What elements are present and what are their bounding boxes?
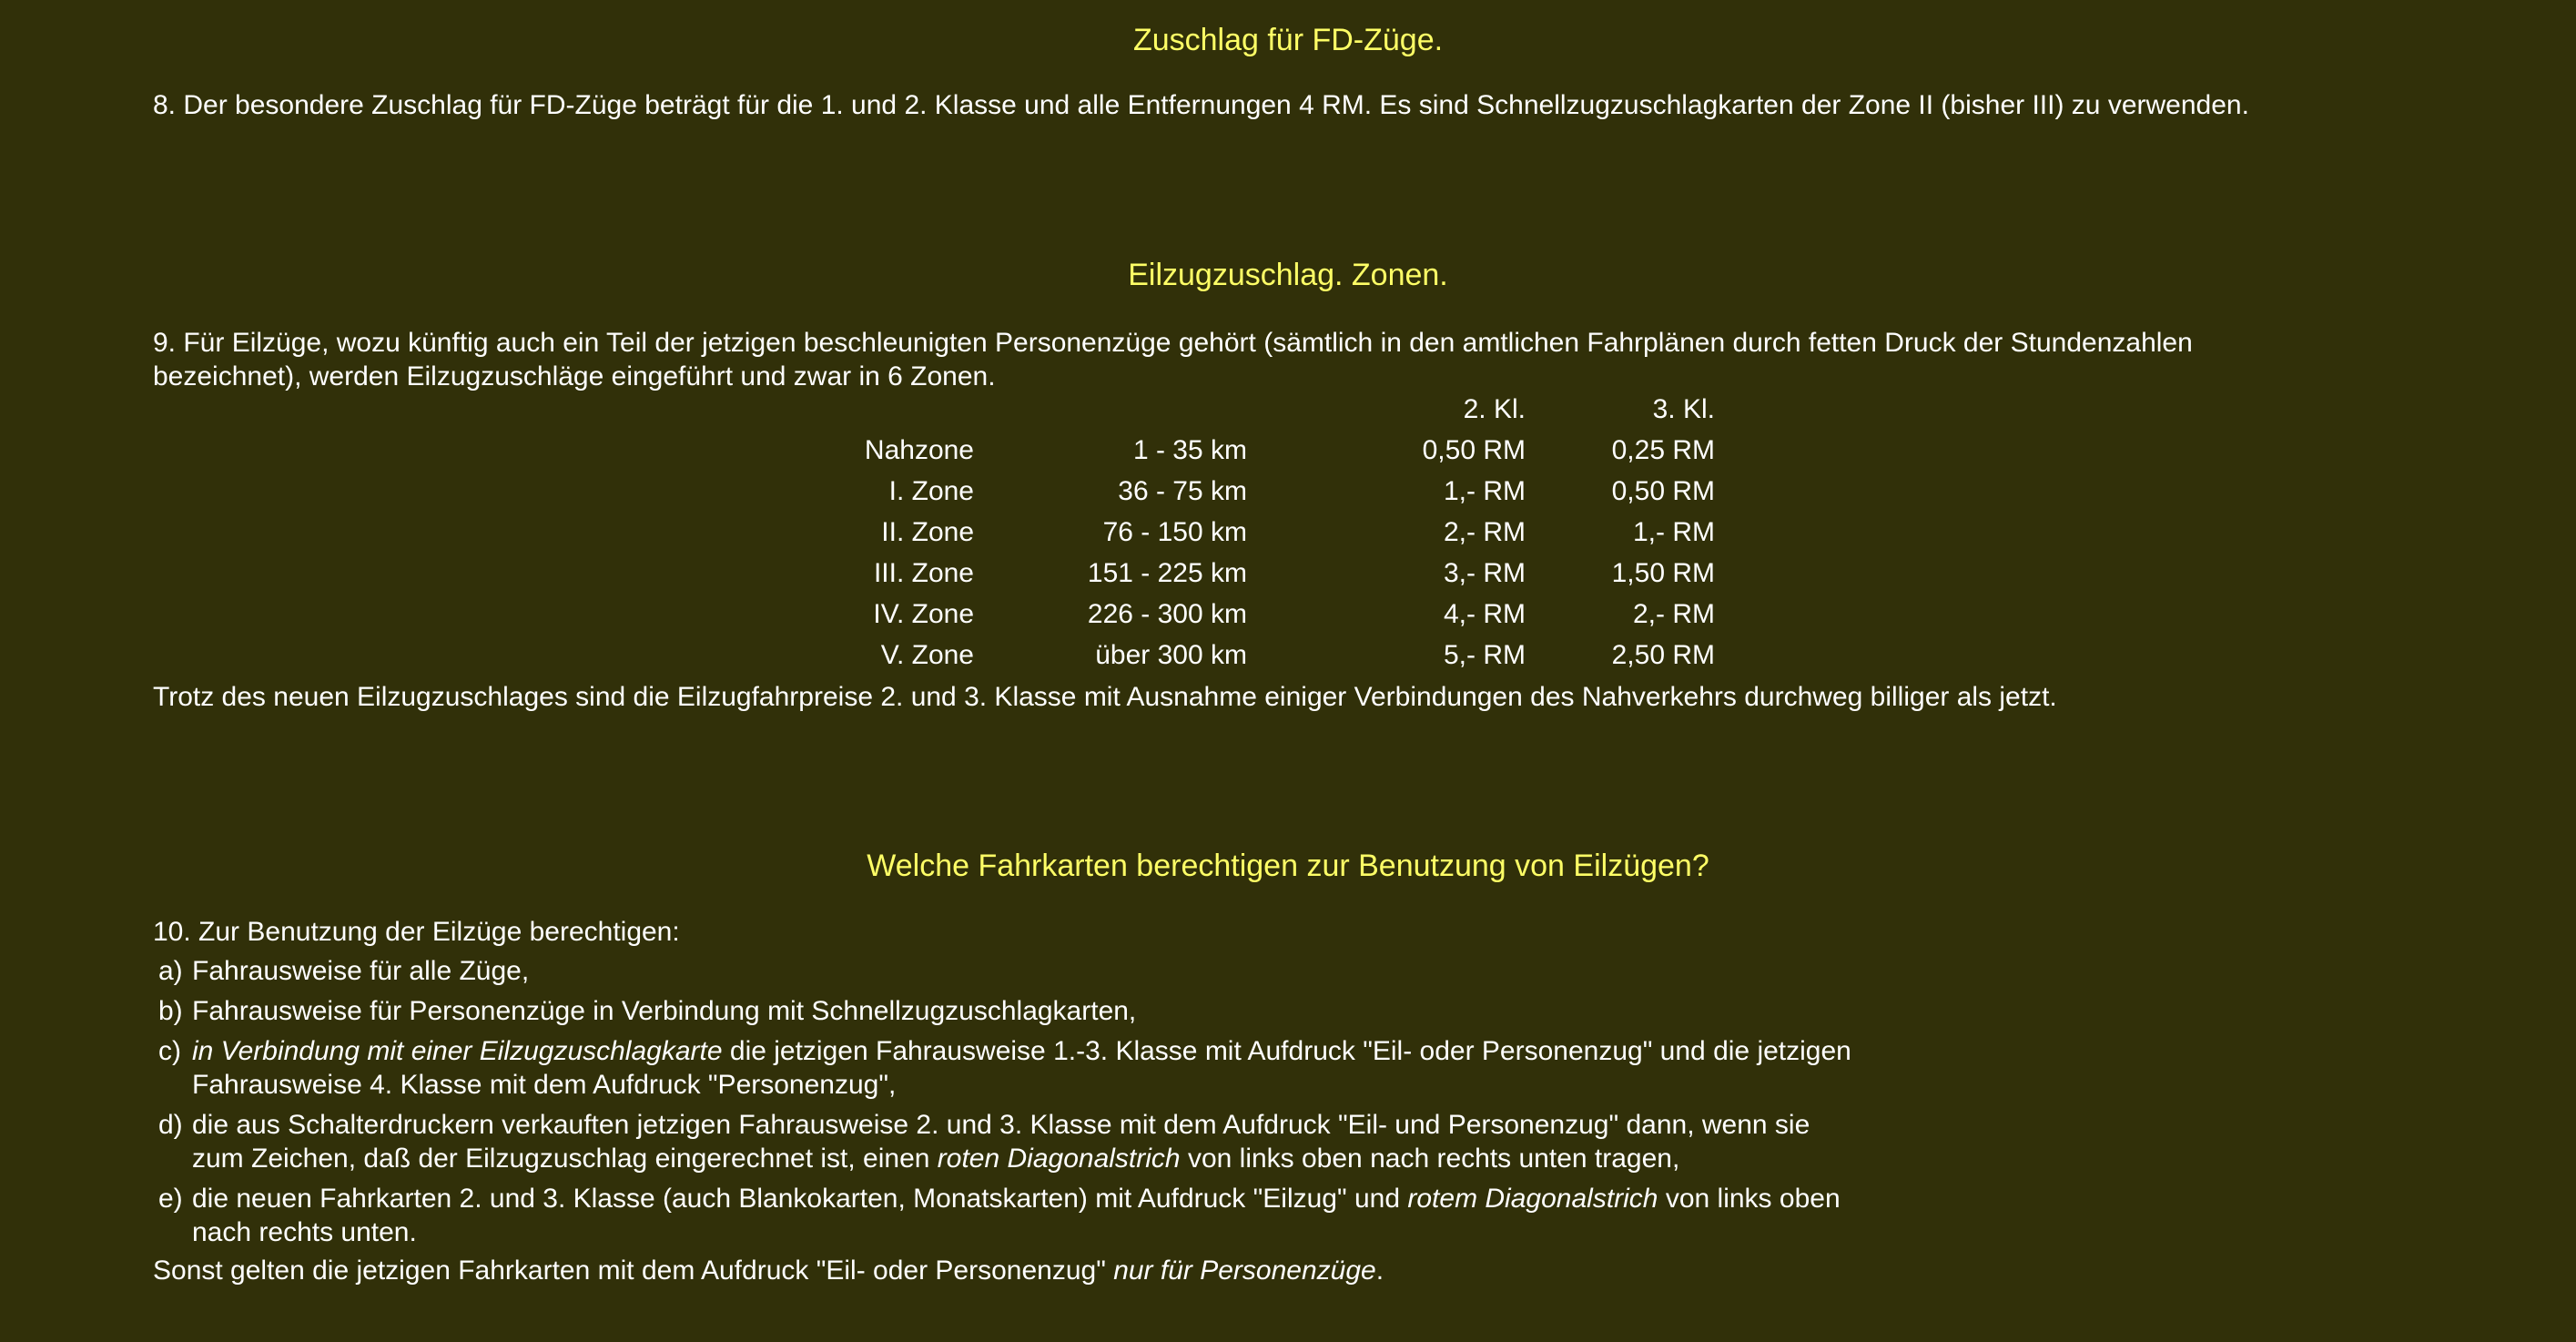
zone-name: Nahzone xyxy=(864,435,974,465)
list-marker: c) xyxy=(158,1036,181,1066)
list-item-italic: roten Diagonalstrich xyxy=(937,1144,1181,1174)
fahrkarten-list xyxy=(153,954,2246,1256)
heading-eilzugzuschlag-zonen: Eilzugzuschlag. Zonen. xyxy=(1128,258,1448,292)
zone-name: II. Zone xyxy=(881,517,974,547)
zone-name: V. Zone xyxy=(880,640,974,670)
list-marker: d) xyxy=(158,1110,183,1140)
table-row xyxy=(837,430,1715,471)
heading-welche-fahrkarten: Welche Fahrkarten berechtigen zur Benutzung von Eilzügen? xyxy=(867,849,1709,883)
list-item-text: die aus Schalterdruckern verkauften jetzigen Fahrausweise 2. und 3. Klasse mit dem Aufdruck "Eil- und Personenzug" dann, wenn sie xyxy=(192,1110,1810,1140)
list-item-text-line-2: zum Zeichen, daß der Eilzugzuschlag eingerechnet ist, einen xyxy=(192,1144,938,1174)
heading-fd-zuschlag: Zuschlag für FD-Züge. xyxy=(1132,23,1444,57)
paragraph-9-line-2: bezeichnet), werden Eilzugzuschläge eingeführt und zwar in 6 Zonen. xyxy=(153,361,996,391)
list-marker: b) xyxy=(158,996,183,1026)
zone-table xyxy=(837,389,1715,676)
list-item-italic: rotem Diagonalstrich xyxy=(1407,1184,1658,1214)
list-item-text-end: von links oben xyxy=(1658,1184,1841,1214)
list-marker: a) xyxy=(158,956,183,986)
zone-price-kl3: 2,- RM xyxy=(1633,599,1715,629)
zone-range: 226 - 300 km xyxy=(1087,599,1247,629)
list-item-text: die neuen Fahrkarten 2. und 3. Klasse (auch Blankokarten, Monatskarten) mit Aufdruck "Eilzug" und xyxy=(192,1184,1408,1214)
zone-range: 151 - 225 km xyxy=(1087,558,1247,588)
zone-price-kl2: 4,- RM xyxy=(1444,599,1526,629)
footer-text: Sonst gelten die jetzigen Fahrkarten mit dem Aufdruck "Eil- oder Personenzug" xyxy=(153,1256,1114,1286)
list-marker: e) xyxy=(158,1184,183,1214)
paragraph-10-intro: 10. Zur Benutzung der Eilzüge berechtigen: xyxy=(153,917,680,947)
zone-range: 1 - 35 km xyxy=(1132,435,1247,465)
zone-price-kl3: 0,25 RM xyxy=(1611,435,1715,465)
paragraph-9 xyxy=(153,326,2429,393)
zone-price-kl2: 2,- RM xyxy=(1444,517,1526,547)
paragraph-9-footer: Trotz des neuen Eilzugzuschlages sind die Eilzugfahrpreise 2. und 3. Klasse mit Ausnahme einiger Verbindungen des Nahverkehrs durchweg billiger als jetzt. xyxy=(153,682,2057,712)
list-item-c xyxy=(153,1034,2246,1102)
header-kl3: 3. Kl. xyxy=(1652,394,1715,424)
zone-price-kl2: 1,- RM xyxy=(1444,476,1526,506)
table-row xyxy=(837,635,1715,676)
list-item-text-line-2: Fahrausweise 4. Klasse mit dem Aufdruck "Personenzug", xyxy=(192,1070,897,1100)
zone-price-kl3: 0,50 RM xyxy=(1611,476,1715,506)
zone-range: 76 - 150 km xyxy=(1102,517,1247,547)
table-row xyxy=(837,594,1715,635)
zone-price-kl3: 1,50 RM xyxy=(1611,558,1715,588)
zone-name: III. Zone xyxy=(873,558,974,588)
zone-range: 36 - 75 km xyxy=(1118,476,1247,506)
list-item-text-line-2-end: von links oben nach rechts unten tragen, xyxy=(1180,1144,1680,1174)
zone-range: über 300 km xyxy=(1095,640,1247,670)
zone-price-kl2: 0,50 RM xyxy=(1422,435,1526,465)
paragraph-8: 8. Der besondere Zuschlag für FD-Züge beträgt für die 1. und 2. Klasse und alle Entfernungen 4 RM. Es sind Schnellzugzuschlagkarten der Zone II (bisher III) zu verwenden. xyxy=(153,90,2249,120)
list-item-d xyxy=(153,1108,2246,1175)
list-item-italic: in Verbindung mit einer Eilzugzuschlagkarte xyxy=(192,1036,723,1066)
table-row xyxy=(837,471,1715,512)
paragraph-9-line-1: 9. Für Eilzüge, wozu künftig auch ein Teil der jetzigen beschleunigten Personenzüge gehört (sämtlich in den amtlichen Fahrplänen durch fetten Druck der Stundenzahlen xyxy=(153,328,2193,358)
zone-name: IV. Zone xyxy=(873,599,974,629)
header-kl2: 2. Kl. xyxy=(1463,394,1526,424)
list-item-e xyxy=(153,1182,2246,1249)
zone-price-kl2: 3,- RM xyxy=(1444,558,1526,588)
list-item-text: die jetzigen Fahrausweise 1.-3. Klasse mit Aufdruck "Eil- oder Personenzug" und die jetzigen xyxy=(722,1036,1851,1066)
footer-italic: nur für Personenzüge xyxy=(1113,1256,1376,1286)
list-item-text: Fahrausweise für Personenzüge in Verbindung mit Schnellzugzuschlagkarten, xyxy=(192,996,1137,1026)
header-range xyxy=(974,389,1247,430)
paragraph-10-footer xyxy=(153,1254,2429,1287)
list-item-a xyxy=(153,954,2246,988)
footer-text-end: . xyxy=(1375,1256,1384,1286)
list-item-b xyxy=(153,994,2246,1028)
list-item-text-line-2: nach rechts unten. xyxy=(192,1217,417,1247)
list-item-text: Fahrausweise für alle Züge, xyxy=(192,956,530,986)
table-row xyxy=(837,553,1715,594)
header-zone xyxy=(837,389,974,430)
zone-price-kl3: 2,50 RM xyxy=(1611,640,1715,670)
zone-price-kl3: 1,- RM xyxy=(1633,517,1715,547)
zone-table-header xyxy=(837,389,1715,430)
zone-price-kl2: 5,- RM xyxy=(1444,640,1526,670)
zone-name: I. Zone xyxy=(888,476,974,506)
table-row xyxy=(837,512,1715,553)
